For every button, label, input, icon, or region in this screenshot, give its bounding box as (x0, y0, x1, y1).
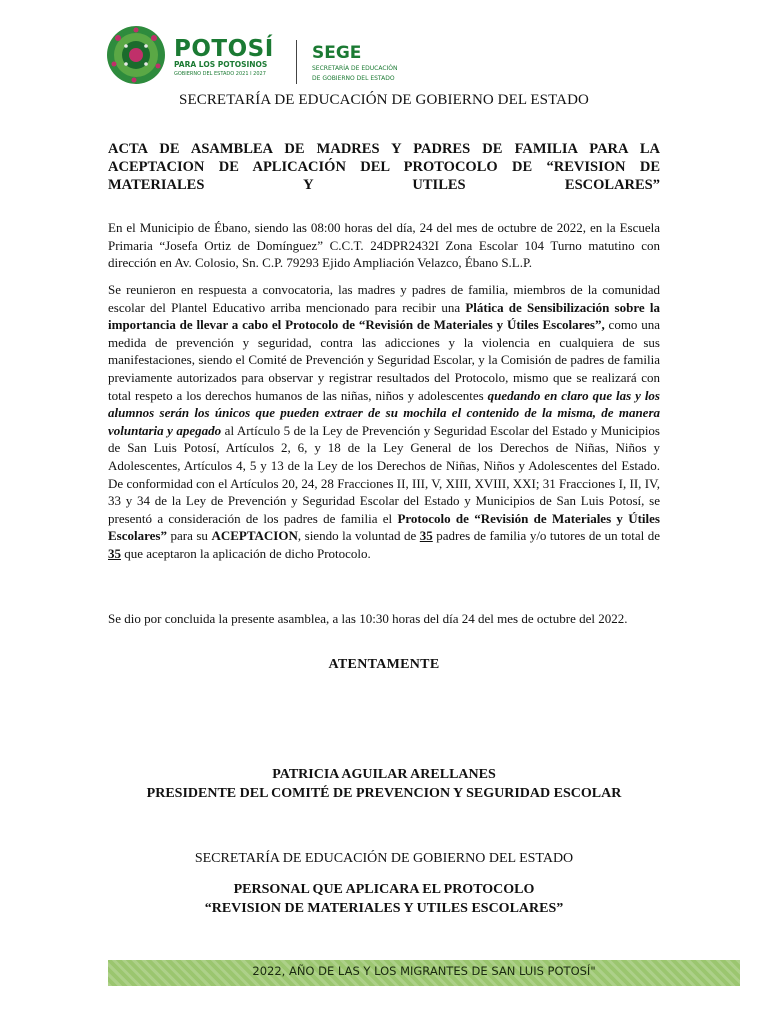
personal-line1: PERSONAL QUE APLICARA EL PROTOCOLO (233, 882, 535, 897)
signature-block (0, 765, 768, 803)
paragraph-closing: Se dio por concluida la presente asamblea, a las 10:30 horas del día 24 del mes de octubre del 2022. (108, 611, 628, 626)
secretaria-footer-heading: SECRETARÍA DE EDUCACIÓN DE GOBIERNO DEL ESTADO (194, 851, 574, 866)
agency-name: SEGE (312, 43, 362, 63)
signer-role: PRESIDENTE DEL COMITÉ DE PREVENCION Y SEGURIDAD ESCOLAR (146, 786, 622, 801)
body-bold-protocolo: Protocolo de “Revisión de Materiales y Útiles Escolares” (108, 510, 660, 544)
body-bold-platica: Plática de Sensibilización sobre la importancia de llevar a cabo el Protocolo de “Revisión de Materiales y Útiles Escolares”, (108, 299, 660, 333)
brand-tagline: PARA LOS POTOSINOS (174, 60, 268, 69)
body-text-5: , siendo la voluntad de (297, 528, 420, 544)
body-bold-italic-clause: quedando en claro que las y los alumnos serán los únicos que pueden extraer de su mochila el contenido de la misma, de manera voluntaria y apegado (108, 387, 660, 438)
body-text-7: que aceptaron la aplicación de dicho Protocolo. (121, 545, 371, 561)
logo-divider (296, 40, 297, 84)
signer-name: PATRICIA AGUILAR ARELLANES (272, 767, 496, 782)
count-total: 35 (108, 545, 121, 561)
closing-salutation: ATENTAMENTE (328, 657, 440, 672)
body-bold-aceptacion: ACEPTACION (211, 528, 298, 544)
body-text-4: para su (166, 528, 212, 544)
agency-brand (312, 44, 397, 82)
brand-period: GOBIERNO DEL ESTADO 2021 I 2027 (174, 71, 266, 77)
body-text-2: como una medida de prevención y seguridad, contra las adicciones y la violencia en cualquiera de sus manifestaciones, siendo el Comité de Prevención y Seguridad Escolar, y la Comisión de padres de familia previamente autorizados para observar y registrar resultados del Protocolo, mismo que se realizará con total respeto a los derechos humanos de las niñas, niños y adolescentes (108, 317, 661, 403)
personal-block (0, 880, 768, 918)
paragraph-body (108, 281, 660, 563)
body-text-6: padres de familia y/o tutores de un total de (432, 528, 660, 544)
footer-banner (108, 960, 740, 986)
agency-line1: SECRETARÍA DE EDUCACIÓN (312, 65, 398, 72)
agency-line2: DE GOBIERNO DEL ESTADO (312, 75, 395, 82)
count-voluntad: 35 (419, 528, 433, 544)
document-title: ACTA DE ASAMBLEA DE MADRES Y PADRES DE FAMILIA PARA LA ACEPTACION DE APLICACIÓN DEL PROTOCOLO DE “REVISION DE MATERIALES Y UTILES ESCOLARES” (108, 141, 660, 193)
personal-line2: “REVISION DE MATERIALES Y UTILES ESCOLARES” (204, 901, 564, 916)
state-emblem-icon (104, 24, 168, 86)
brand-name: POTOSÍ (174, 36, 274, 62)
state-brand (174, 38, 274, 78)
paragraph-opening: En el Municipio de Ébano, siendo las 08:00 horas del día, 24 del mes de octubre de 2022, en la Escuela Primaria “Josefa Ortiz de Domínguez” C.C.T. 24DPR2432I Zona Escolar 104 Turno matutino con dirección en Av. Colosio, Sn. C.P. 79293 Ejido Ampliación Velazco, Ébano S.L.P. (108, 220, 660, 271)
body-text-1: Se reunieron en respuesta a convocatoria, las madres y padres de familia, miembros de la comunidad escolar del Plantel Educativo arriba mencionado para recibir una (108, 282, 660, 315)
secretaria-heading: SECRETARÍA DE EDUCACIÓN DE GOBIERNO DEL ESTADO (179, 92, 589, 108)
footer-motto: 2022, AÑO DE LAS Y LOS MIGRANTES DE SAN LUIS POTOSÍ" (252, 964, 596, 978)
body-text-3: al Artículo 5 de la Ley de Prevención y Seguridad Escolar del Estado y Municipios de San Luis Potosí, Artículos 2, 6, y 18 de la Ley General de los Derechos de Niñas, Niños y Adolescentes, Artículos 4, 5 y 13 de la Ley de los Derechos de Niñas, Niños y Adolescentes del Estado. De conformidad con el Artículos 20, 24, 28 Fracciones II, III, V, XIII, XVIII, XXI; 31 Fracciones I, II, IV, 33 y 34 de la Ley de Prevención y Seguridad Escolar del Estado y Municipios de San Luis Potosí, se presentó a consideración de los padres de familia el (108, 422, 660, 526)
letterhead (104, 24, 404, 88)
